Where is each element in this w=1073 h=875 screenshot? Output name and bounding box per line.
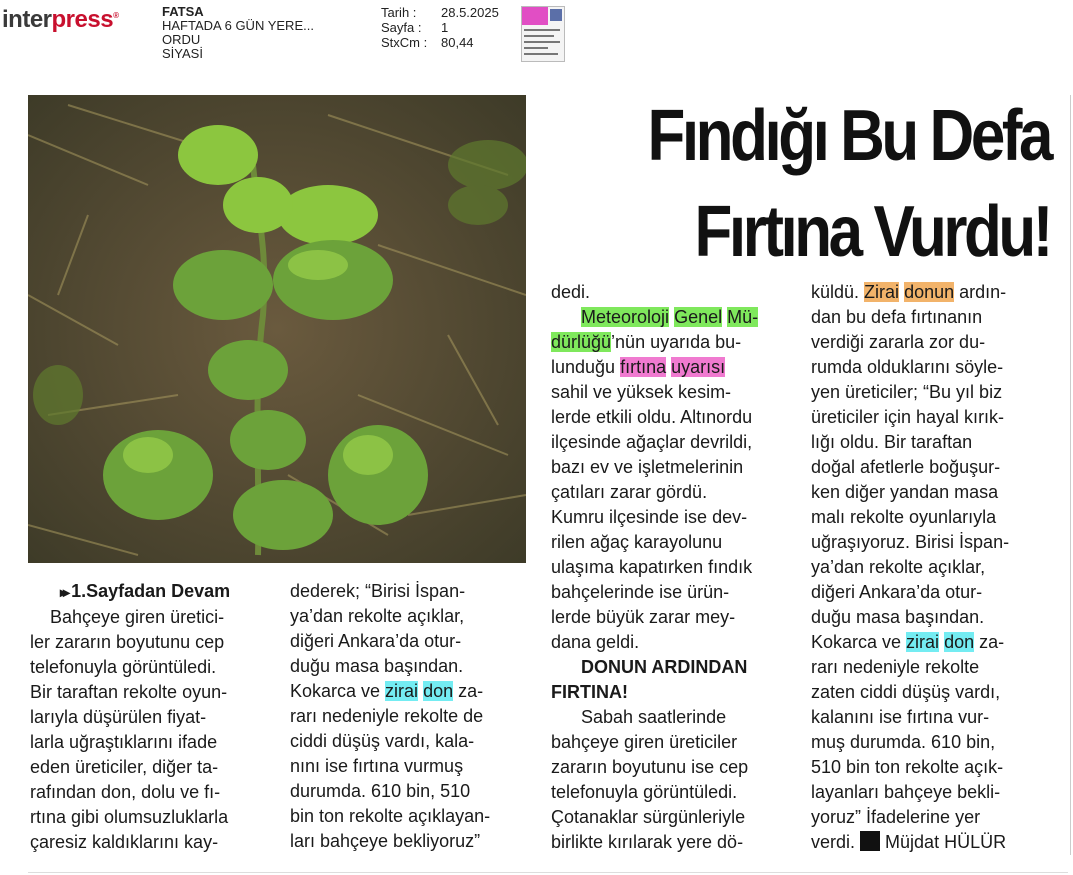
text-line: dederek; “Birisi İspan-	[290, 581, 466, 601]
continuation-label: ▸▸ 1.Sayfadan Devam	[60, 581, 231, 601]
text-line: çatıları zarar gördü.	[551, 482, 708, 502]
headline-line-1: Fındığı Bu Defa	[647, 96, 1050, 176]
text-line: 510 bin ton rekolte açık-	[811, 757, 1004, 777]
text-line: rtına gibi olumsuzluklarla	[30, 807, 229, 827]
text-line: dan bu defa fırtınanın	[811, 307, 983, 327]
text-line: dana geldi.	[551, 632, 640, 652]
text-line: Sabah saatlerinde	[581, 707, 727, 727]
meta-headline: HAFTADA 6 GÜN YERE...	[162, 18, 314, 33]
text-line: eden üreticiler, diğer ta-	[30, 757, 219, 777]
text-line: dürlüğü’nün uyarıda bu-	[551, 332, 742, 352]
text-line: lığı oldu. Bir taraftan	[811, 432, 973, 452]
text-line: rumda olduklarını söyle-	[811, 357, 1004, 377]
text-line: telefonuyla görüntüledi.	[551, 782, 738, 802]
text-line: zaten ciddi düşüş vardı,	[811, 682, 1001, 702]
text-line: rarı nedeniyle rekolte	[811, 657, 980, 677]
text-line: telefonuyla görüntüledi.	[30, 657, 217, 677]
text-line: bin ton rekolte açıklayan-	[290, 806, 491, 826]
subheading: DONUN ARDINDAN	[581, 657, 748, 677]
byline: Müjdat HÜLÜR	[885, 832, 1007, 852]
text-line: üreticiler için hayal kırık-	[811, 407, 1005, 427]
article-photo	[28, 95, 526, 563]
highlight-term: uyarısı	[671, 357, 726, 377]
text-line: durumda. 610 bin, 510	[290, 781, 471, 801]
text-line: Kokarca ve zirai don za-	[290, 681, 484, 701]
article-column-3	[551, 280, 801, 855]
highlight-term: Genel	[674, 307, 723, 327]
highlight-term: fırtına	[620, 357, 667, 377]
text-line: Kumru ilçesinde ise dev-	[551, 507, 748, 527]
text-line: Bir taraftan rekolte oyun-	[30, 682, 228, 702]
meta-city: ORDU	[162, 32, 201, 47]
text-line: layanları bahçeye bekli-	[811, 782, 1001, 802]
text-line: bahçeye giren üreticiler	[551, 732, 738, 752]
text-line: Kokarca ve zirai don za-	[811, 632, 1005, 652]
text-line: ya’dan rekolte açıklar,	[290, 606, 465, 626]
article-column-4	[811, 280, 1066, 855]
interpress-logo: interpress®	[2, 6, 119, 33]
text-line: duğu masa başından.	[811, 607, 985, 627]
highlight-term: Meteoroloji	[581, 307, 670, 327]
text-line: doğal afetlerle boğuşur-	[811, 457, 1001, 477]
text-line: Çotanaklar sürgünleriyle	[551, 807, 746, 827]
text-line: uğraşıyoruz. Birisi İspan-	[811, 532, 1010, 552]
text-line: verdi. Müjdat HÜLÜR	[811, 832, 1007, 852]
text-line: bazı ev ve işletmelerinin	[551, 457, 744, 477]
text-line: rilen ağaç karayolunu	[551, 532, 723, 552]
field-page: Sayfa : 1	[381, 20, 449, 35]
text-line: lerde etkili oldu. Altınordu	[551, 407, 753, 427]
clipping-meta	[162, 5, 314, 61]
highlight-term: donun	[904, 282, 955, 302]
text-line: duğu masa başından.	[290, 656, 464, 676]
text-line: ları bahçeye bekliyoruz”	[290, 831, 481, 851]
text-line: yen üreticiler; “Bu yıl biz	[811, 382, 1003, 402]
highlight-term: Mü-	[727, 307, 759, 327]
text-line: yoruz” İfadelerine yer	[811, 807, 981, 827]
highlight-term: Zirai	[864, 282, 900, 302]
text-line: diğeri Ankara’da otur-	[811, 582, 983, 602]
text-line: nını ise fırtına vurmuş	[290, 756, 464, 776]
text-line: ciddi düşüş vardı, kala-	[290, 731, 475, 751]
text-line: ler zararın boyutunu cep	[30, 632, 225, 652]
text-line: verdiği zararla zor du-	[811, 332, 986, 352]
meta-publication: FATSA	[162, 4, 204, 19]
highlight-term: zirai	[906, 632, 940, 652]
headline-line-2: Fırtına Vurdu!	[694, 192, 1050, 272]
text-line: dedi.	[551, 282, 591, 302]
text-line: ulaşıma kapatırken fındık	[551, 557, 753, 577]
column-rule	[1070, 95, 1071, 855]
text-line: malı rekolte oyunlarıyla	[811, 507, 997, 527]
text-line: zararın boyutunu ise cep	[551, 757, 749, 777]
highlight-term: don	[944, 632, 975, 652]
text-line: muş durumda. 610 bin,	[811, 732, 996, 752]
text-line: Bahçeye giren üretici-	[50, 607, 225, 627]
highlight-term: dürlüğü	[551, 332, 612, 352]
text-line: kalanını ise fırtına vur-	[811, 707, 990, 727]
text-line: larla uğraştıklarını ifade	[30, 732, 218, 752]
highlight-term: zirai	[385, 681, 419, 701]
text-line: ilçesinde ağaçlar devrildi,	[551, 432, 753, 452]
article-headline	[616, 88, 1050, 280]
text-line	[551, 305, 801, 330]
text-line: diğeri Ankara’da otur-	[290, 631, 462, 651]
double-arrow-icon: ▸▸	[60, 584, 67, 600]
text-line: birlikte kırılarak yere dö-	[551, 832, 744, 852]
bottom-rule	[28, 872, 1068, 873]
text-line: rarı nedeniyle rekolte de	[290, 706, 484, 726]
text-line: küldü. Zirai donun ardın-	[811, 282, 1007, 302]
field-stxcm: StxCm : 80,44	[381, 35, 474, 50]
text-line: rafından don, dolu ve fı-	[30, 782, 221, 802]
text-line: larıyla düşürülen fiyat-	[30, 707, 207, 727]
text-line: ken diğer yandan masa	[811, 482, 999, 502]
subheading: FIRTINA!	[551, 682, 628, 702]
text-line: lerde büyük zarar mey-	[551, 607, 736, 627]
text-line: ya’dan rekolte açıklar,	[811, 557, 986, 577]
text-line: lunduğu fırtına uyarısı	[551, 357, 726, 377]
clipping-fields	[381, 5, 499, 50]
text-line: bahçelerinde ise ürün-	[551, 582, 730, 602]
meta-category: SİYASİ	[162, 46, 203, 61]
article-column-1	[30, 579, 275, 855]
field-date: Tarih : 28.5.2025	[381, 5, 499, 20]
highlight-term: don	[423, 681, 454, 701]
article-column-2	[290, 579, 530, 854]
end-mark-icon	[860, 831, 880, 851]
page-thumbnail[interactable]	[521, 6, 565, 62]
text-line: çaresiz kaldıklarını kay-	[30, 832, 219, 852]
text-line: sahil ve yüksek kesim-	[551, 382, 732, 402]
